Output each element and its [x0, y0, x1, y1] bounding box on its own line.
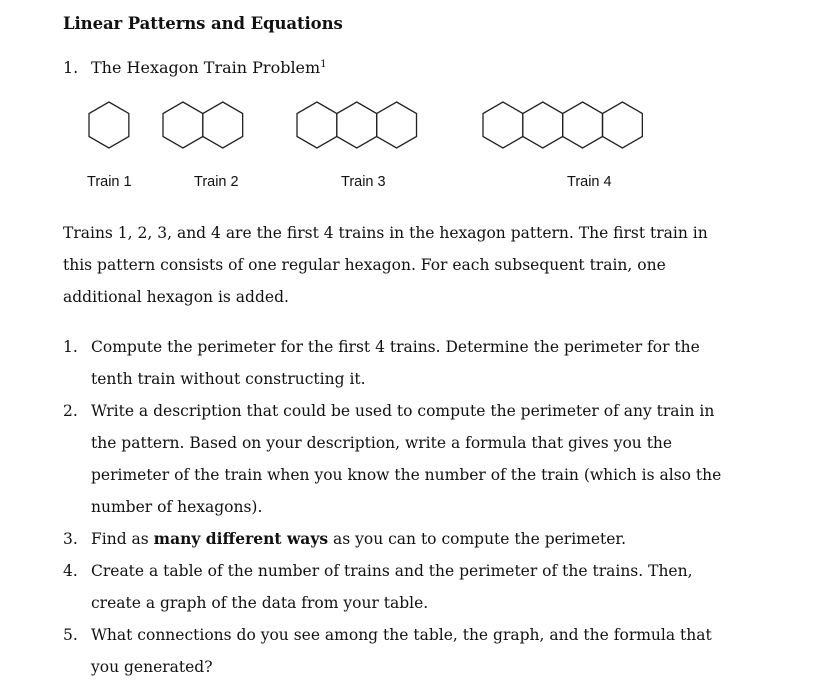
hexagon-shape: [337, 102, 377, 148]
hexagon-shape: [483, 102, 523, 148]
question-text: you generated?: [91, 658, 213, 676]
hexagon-shape: [297, 102, 337, 148]
question-number: 3.: [63, 530, 78, 548]
question-text: tenth train without constructing it.: [91, 370, 366, 388]
intro-paragraph: [63, 217, 763, 313]
problem-heading: [63, 58, 327, 77]
question-text: What connections do you see among the table, the graph, and the formula that: [91, 626, 712, 644]
question-item: [63, 619, 783, 651]
hexagon-train-3: [297, 102, 417, 148]
question-text: perimeter of the train when you know the number of the train (which is also the: [91, 466, 722, 484]
problem-title: The Hexagon Train Problem: [91, 58, 321, 77]
question-text: Write a description that could be used to compute the perimeter of any train in: [91, 402, 715, 420]
hexagon-shape: [163, 102, 203, 148]
intro-line: additional hexagon is added.: [63, 288, 289, 306]
train-label-1: Train 1: [87, 174, 132, 190]
question-text: Create a table of the number of trains and the perimeter of the trains. Then,: [91, 562, 693, 580]
hexagon-shape: [203, 102, 243, 148]
train-label-4: Train 4: [567, 174, 612, 190]
question-number: 5.: [63, 626, 78, 644]
intro-line: this pattern consists of one regular hexagon. For each subsequent train, one: [63, 256, 666, 274]
question-text: as you can to compute the perimeter.: [328, 530, 627, 548]
emphasis-text: many different ways: [153, 529, 329, 548]
hexagon-shape: [523, 102, 563, 148]
page-title: Linear Patterns and Equations: [63, 14, 343, 33]
question-item: [63, 395, 783, 427]
hexagon-train-4: [483, 102, 642, 148]
question-number: 4.: [63, 562, 78, 580]
question-text: create a graph of the data from your table.: [91, 594, 429, 612]
hexagon-shape: [89, 102, 129, 148]
question-number: 1.: [63, 338, 78, 356]
question-text: the pattern. Based on your description, write a formula that gives you the: [91, 434, 673, 452]
hexagon-shape: [563, 102, 603, 148]
problem-number: 1.: [63, 58, 79, 77]
hexagon-shape: [603, 102, 643, 148]
hexagon-trains-figure: [0, 85, 817, 165]
intro-line: Trains 1, 2, 3, and 4 are the first 4 trains in the hexagon pattern. The first train in: [63, 224, 708, 242]
train-label-2: Train 2: [194, 174, 239, 190]
question-text: Find as: [91, 530, 154, 548]
question-number: 2.: [63, 402, 78, 420]
hexagon-train-2: [163, 102, 243, 148]
question-text: number of hexagons).: [91, 498, 263, 516]
question-item: [63, 555, 783, 587]
question-item: [63, 523, 783, 555]
hexagon-shape: [377, 102, 417, 148]
question-list: [63, 331, 783, 683]
question-text: Compute the perimeter for the first 4 trains. Determine the perimeter for the: [91, 338, 700, 356]
train-label-3: Train 3: [341, 174, 386, 190]
footnote-mark: 1: [320, 59, 327, 70]
question-item: [63, 331, 783, 363]
hexagon-train-1: [89, 102, 129, 148]
